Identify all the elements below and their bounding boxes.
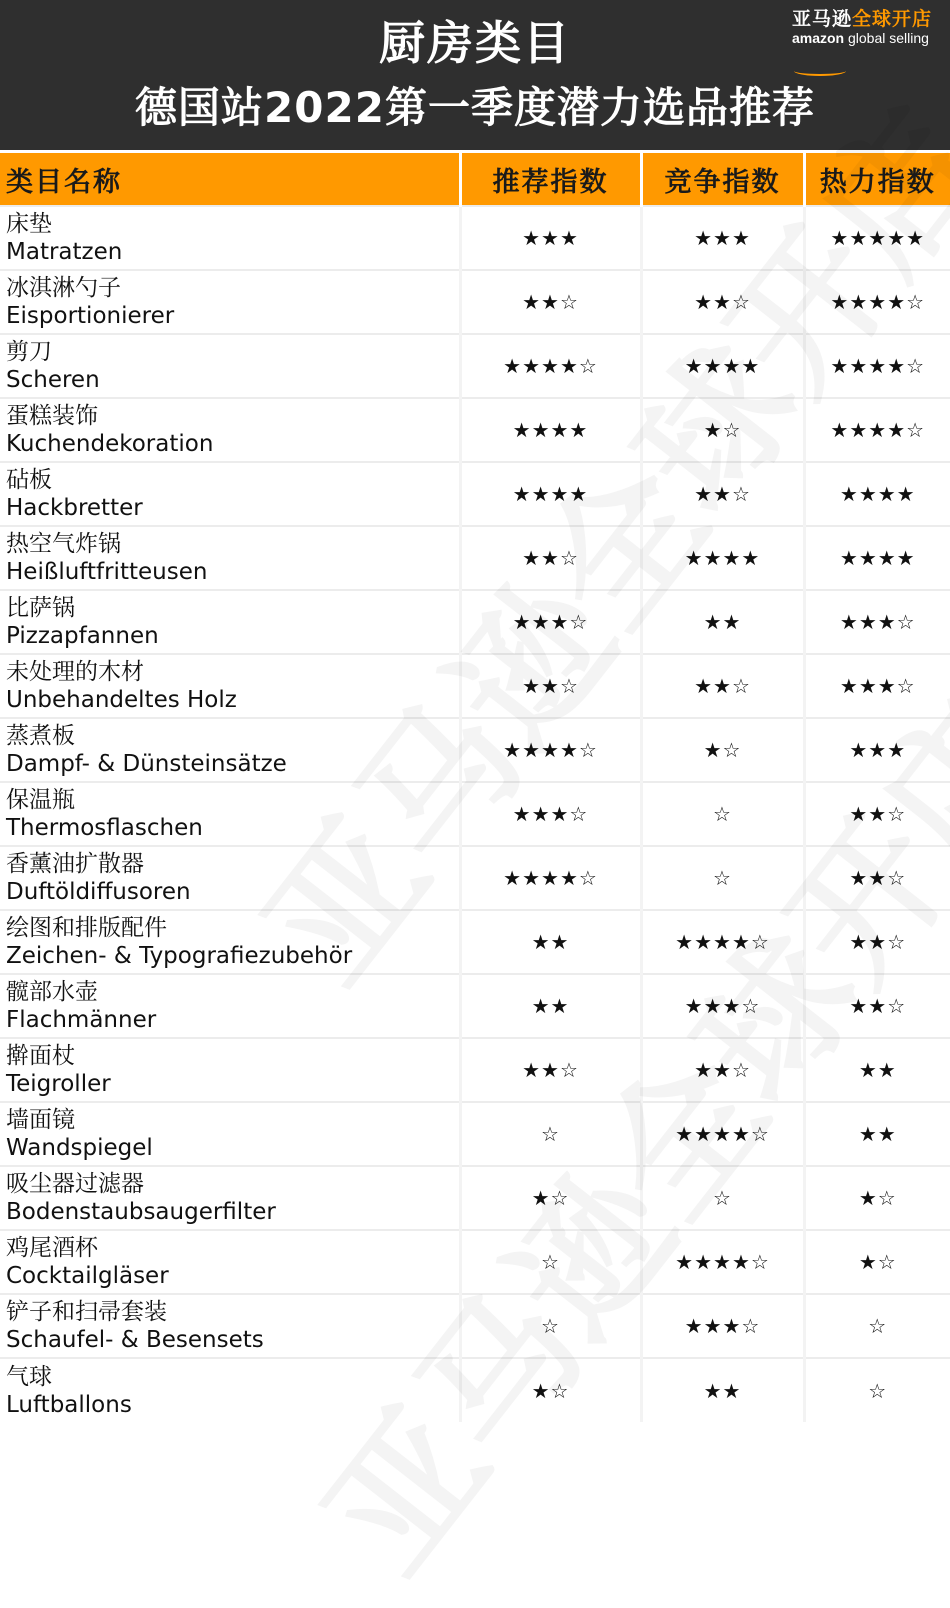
category-name-cell (0, 654, 460, 718)
category-name-cn: 比萨锅 (6, 595, 75, 621)
column-header-heat: 热力指数 (804, 153, 950, 206)
table-row (0, 206, 950, 270)
category-name-cell (0, 910, 460, 974)
heat-rating: ★★☆ (804, 974, 950, 1038)
table-row (0, 398, 950, 462)
category-name-de: Flachmänner (6, 1007, 157, 1033)
competition-rating: ★★★★☆ (641, 1230, 804, 1294)
competition-rating: ★☆ (641, 398, 804, 462)
competition-rating: ★★★★ (641, 526, 804, 590)
heat-rating: ★★☆ (804, 846, 950, 910)
competition-rating: ★★☆ (641, 1038, 804, 1102)
competition-rating: ★★ (641, 590, 804, 654)
category-name-de: Luftballons (6, 1391, 132, 1418)
category-name-cn: 吸尘器过滤器 (6, 1171, 144, 1197)
page-title: 厨房类目 (379, 16, 571, 70)
category-name-de: Bodenstaubsaugerfilter (6, 1199, 276, 1225)
competition-rating: ★★★★☆ (641, 910, 804, 974)
category-name-de: Teigroller (6, 1071, 111, 1097)
recommendation-rating: ☆ (460, 1294, 641, 1358)
recommendation-rating: ★★★★☆ (460, 846, 641, 910)
competition-rating: ★★ (641, 1358, 804, 1422)
heat-rating: ★★☆ (804, 782, 950, 846)
table-row (0, 654, 950, 718)
recommendation-rating: ★★ (460, 974, 641, 1038)
recommendation-rating: ★★☆ (460, 526, 641, 590)
competition-rating: ☆ (641, 846, 804, 910)
logo-en-rest: global selling (844, 30, 929, 46)
category-name-cell (0, 1166, 460, 1230)
category-name-cn: 剪刀 (6, 339, 52, 365)
category-name-de: Heißluftfritteusen (6, 559, 208, 585)
column-header-category: 类目名称 (0, 153, 460, 206)
heat-rating: ★★ (804, 1038, 950, 1102)
competition-rating: ★★★☆ (641, 1294, 804, 1358)
competition-rating: ★★☆ (641, 654, 804, 718)
recommendation-rating: ★★★★ (460, 462, 641, 526)
category-table (0, 153, 950, 1422)
logo-chinese-text (792, 8, 932, 30)
logo-cn-orange: 全球开店 (851, 8, 932, 30)
heat-rating: ★★★☆ (804, 654, 950, 718)
competition-rating: ★☆ (641, 718, 804, 782)
logo-cn-white: 亚马逊 (791, 8, 852, 30)
category-name-cell (0, 270, 460, 334)
table-row (0, 590, 950, 654)
table-row (0, 1166, 950, 1230)
heat-rating: ★★★★ (804, 526, 950, 590)
category-name-cell (0, 206, 460, 270)
logo-english-text (792, 30, 932, 46)
page-header (0, 0, 950, 150)
recommendation-rating: ★★★★☆ (460, 718, 641, 782)
category-name-de: Duftöldiffusoren (6, 879, 191, 905)
recommendation-rating: ★★☆ (460, 654, 641, 718)
table-row (0, 1230, 950, 1294)
recommendation-rating: ★☆ (460, 1358, 641, 1422)
category-name-cell (0, 718, 460, 782)
category-name-cell (0, 526, 460, 590)
category-name-cell (0, 782, 460, 846)
table-row (0, 270, 950, 334)
table-row (0, 782, 950, 846)
recommendation-rating: ★★☆ (460, 270, 641, 334)
logo-en-brand: amazon (791, 30, 845, 46)
category-name-cn: 热空气炸锅 (6, 531, 121, 557)
table-row (0, 974, 950, 1038)
competition-rating: ★★☆ (641, 462, 804, 526)
heat-rating: ★★★★☆ (804, 270, 950, 334)
category-name-de: Cocktailgläser (6, 1263, 169, 1289)
competition-rating: ★★★ (641, 206, 804, 270)
category-name-cell (0, 1038, 460, 1102)
heat-rating: ★☆ (804, 1230, 950, 1294)
category-name-cn: 床垫 (6, 211, 52, 237)
category-name-cn: 鸡尾酒杯 (6, 1235, 98, 1261)
category-name-de: Zeichen- & Typografiezubehör (6, 943, 353, 969)
category-name-cell (0, 1102, 460, 1166)
table-row (0, 526, 950, 590)
category-name-cell (0, 590, 460, 654)
category-name-cn: 砧板 (6, 467, 52, 493)
category-name-cell (0, 398, 460, 462)
category-name-de: Matratzen (6, 239, 123, 265)
category-name-de: Scheren (6, 367, 100, 393)
competition-rating: ☆ (641, 782, 804, 846)
category-name-cell (0, 974, 460, 1038)
column-header-recommendation: 推荐指数 (460, 153, 641, 206)
heat-rating: ★★☆ (804, 910, 950, 974)
heat-rating: ☆ (804, 1294, 950, 1358)
category-name-de: Kuchendekoration (6, 431, 214, 457)
category-name-de: Schaufel- & Besensets (6, 1327, 264, 1353)
recommendation-rating: ☆ (460, 1102, 641, 1166)
heat-rating: ★★★★★ (804, 206, 950, 270)
competition-rating: ★★★★☆ (641, 1102, 804, 1166)
category-name-cell (0, 1358, 460, 1422)
heat-rating: ☆ (804, 1358, 950, 1422)
category-name-cn: 绘图和排版配件 (6, 915, 167, 941)
table-row (0, 1358, 950, 1422)
competition-rating: ★★★★ (641, 334, 804, 398)
recommendation-rating: ★★☆ (460, 1038, 641, 1102)
competition-rating: ★★★☆ (641, 974, 804, 1038)
category-name-cell (0, 334, 460, 398)
heat-rating: ★★★★ (804, 462, 950, 526)
category-name-cell (0, 846, 460, 910)
category-name-cn: 墙面镜 (6, 1107, 75, 1133)
table-row (0, 462, 950, 526)
table-row (0, 1294, 950, 1358)
table-row (0, 1038, 950, 1102)
category-name-cn: 蒸煮板 (6, 723, 75, 749)
table-header-row (0, 153, 950, 206)
smile-arrow-icon (794, 66, 846, 76)
recommendation-rating: ★★★ (460, 206, 641, 270)
category-name-de: Wandspiegel (6, 1135, 153, 1161)
table-row (0, 846, 950, 910)
category-name-cn: 气球 (6, 1363, 52, 1390)
table-row (0, 718, 950, 782)
category-name-de: Hackbretter (6, 495, 143, 521)
category-name-cell (0, 1230, 460, 1294)
competition-rating: ★★☆ (641, 270, 804, 334)
recommendation-rating: ★★ (460, 910, 641, 974)
category-name-de: Thermosflaschen (6, 815, 203, 841)
heat-rating: ★★★★☆ (804, 398, 950, 462)
recommendation-rating: ★★★★ (460, 398, 641, 462)
heat-rating: ★★★★☆ (804, 334, 950, 398)
recommendation-rating: ★★★☆ (460, 590, 641, 654)
recommendation-rating: ★★★☆ (460, 782, 641, 846)
category-name-de: Eisportionierer (6, 303, 175, 329)
category-name-cn: 擀面杖 (6, 1043, 75, 1069)
category-name-cell (0, 1294, 460, 1358)
heat-rating: ★★ (804, 1102, 950, 1166)
amazon-global-selling-logo (792, 8, 932, 46)
heat-rating: ★☆ (804, 1166, 950, 1230)
category-name-cn: 未处理的木材 (6, 659, 144, 685)
category-name-cn: 保温瓶 (6, 787, 75, 813)
column-header-competition: 竞争指数 (641, 153, 804, 206)
category-name-cn: 香薰油扩散器 (6, 851, 144, 877)
recommendation-rating: ★★★★☆ (460, 334, 641, 398)
category-name-cn: 蛋糕装饰 (6, 403, 98, 429)
category-name-cn: 铲子和扫帚套装 (6, 1299, 167, 1325)
category-name-de: Unbehandeltes Holz (6, 687, 237, 713)
heat-rating: ★★★ (804, 718, 950, 782)
page-subtitle: 德国站2022第一季度潜力选品推荐 (135, 83, 815, 132)
recommendation-rating: ★☆ (460, 1166, 641, 1230)
table-row (0, 334, 950, 398)
category-name-cn: 髋部水壶 (6, 979, 98, 1005)
category-name-de: Pizzapfannen (6, 623, 159, 649)
table-row (0, 1102, 950, 1166)
category-name-cell (0, 462, 460, 526)
heat-rating: ★★★☆ (804, 590, 950, 654)
category-name-cn: 冰淇淋勺子 (6, 275, 121, 301)
recommendation-rating: ☆ (460, 1230, 641, 1294)
table-row (0, 910, 950, 974)
category-name-de: Dampf- & Dünsteinsätze (6, 751, 287, 777)
competition-rating: ☆ (641, 1166, 804, 1230)
